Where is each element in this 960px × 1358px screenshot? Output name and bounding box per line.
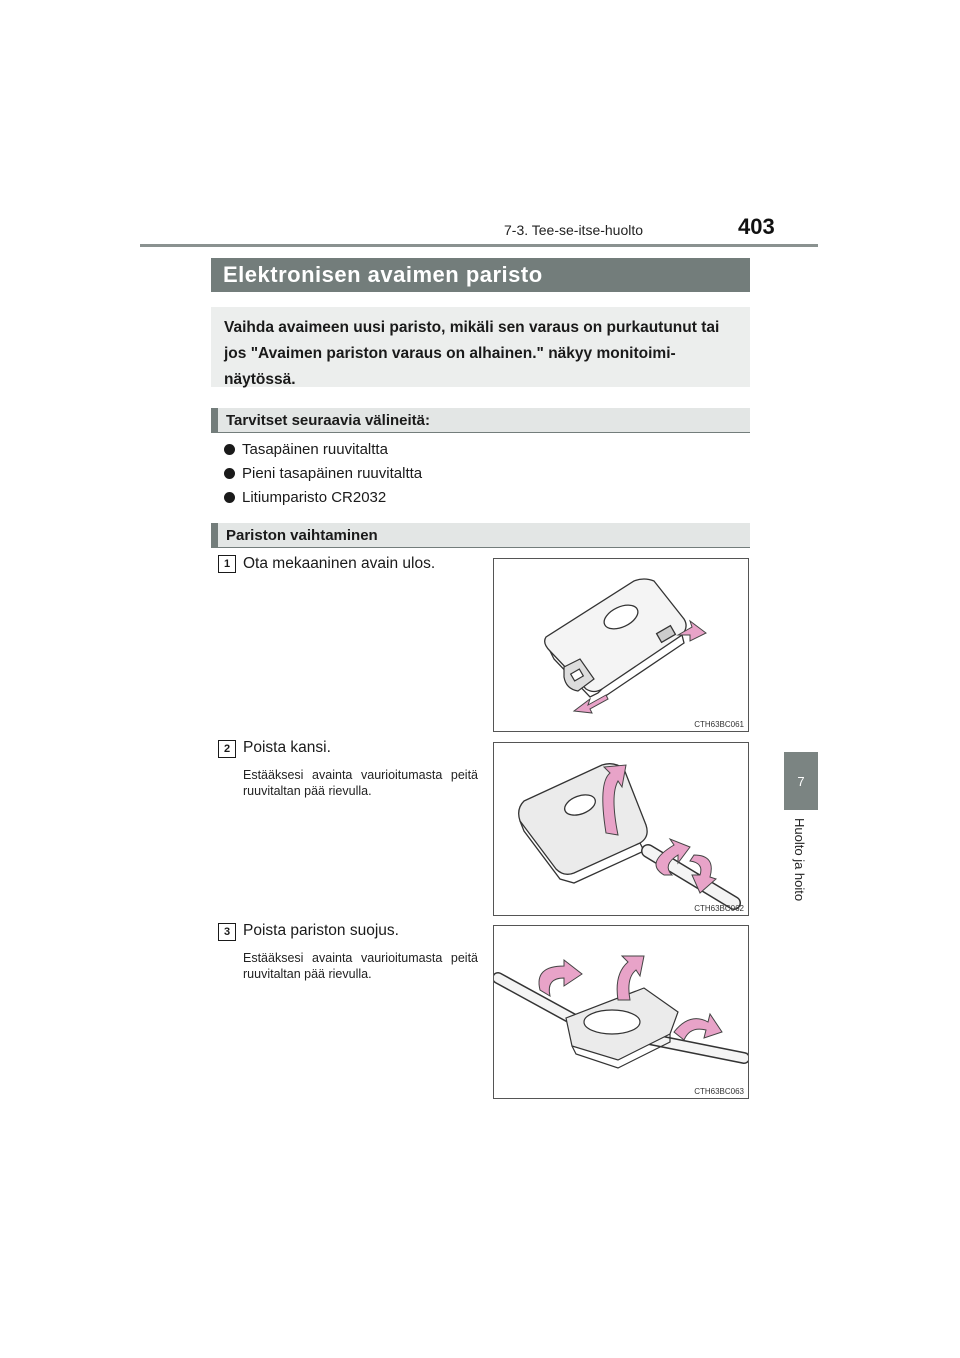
key-fob-illustration xyxy=(494,559,748,731)
list-item: Tasapäinen ruuvitaltta xyxy=(224,440,422,464)
tools-heading: Tarvitset seuraavia välineitä: xyxy=(211,408,750,433)
step-note: Estääksesi avainta vaurioitumasta peitä ruuvitaltan pää rievulla. xyxy=(243,768,478,798)
figure-step-3 xyxy=(493,925,749,1099)
step-number: 1 xyxy=(218,555,236,573)
page-title: Elektronisen avaimen paristo xyxy=(211,258,750,292)
header-divider xyxy=(140,244,818,247)
battery-cover-removal-illustration xyxy=(494,926,748,1098)
step-text: Poista pariston suojus. xyxy=(243,922,399,939)
list-item: Litiumparisto CR2032 xyxy=(224,488,422,512)
step-text: Poista kansi. xyxy=(243,739,331,756)
figure-step-2 xyxy=(493,742,749,916)
page-number: 403 xyxy=(738,214,775,239)
figure-step-1 xyxy=(493,558,749,732)
bullet-icon xyxy=(224,468,235,479)
intro-text: Vaihda avaimeen uusi paristo, mikäli sen varaus on purkautunut tai jos "Avaimen pariston varaus on alhainen." näkyy monitoimi-näytössä. xyxy=(224,319,720,388)
list-item: Pieni tasapäinen ruuvitaltta xyxy=(224,464,422,488)
step-number: 2 xyxy=(218,740,236,758)
chapter-tab[interactable]: 7 xyxy=(784,752,818,810)
step-text: Ota mekaaninen avain ulos. xyxy=(243,555,436,572)
step-note: Estääksesi avainta vaurioitumasta peitä ruuvitaltan pää rievulla. xyxy=(243,951,478,981)
step-number: 3 xyxy=(218,923,236,941)
intro-box xyxy=(211,307,750,387)
running-header-section: 7-3. Tee-se-itse-huolto xyxy=(504,222,644,238)
bullet-icon xyxy=(224,444,235,455)
cover-removal-illustration xyxy=(494,743,748,915)
tools-list xyxy=(224,440,422,512)
figure-code: CTH63BC062 xyxy=(694,904,744,913)
replace-heading: Pariston vaihtaminen xyxy=(211,523,750,548)
bullet-icon xyxy=(224,492,235,503)
chapter-label: Huolto ja hoito xyxy=(792,818,807,902)
figure-code: CTH63BC061 xyxy=(694,720,744,729)
figure-code: CTH63BC063 xyxy=(694,1087,744,1096)
